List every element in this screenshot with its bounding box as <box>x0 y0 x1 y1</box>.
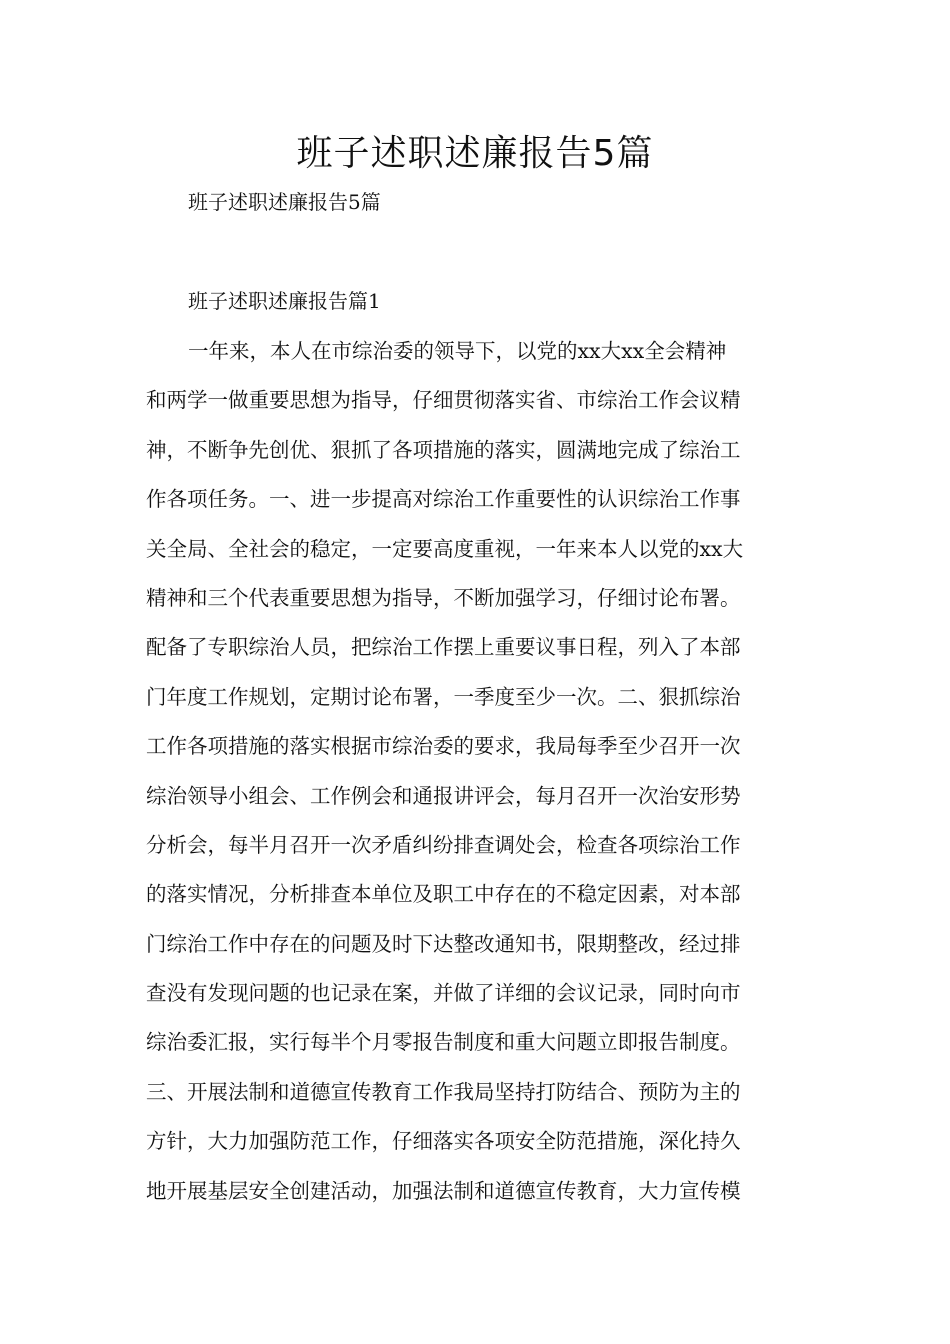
body-line: 地开展基层安全创建活动，加强法制和道德宣传教育，大力宣传模 <box>146 1178 741 1203</box>
body-line: 的落实情况，分析排查本单位及职工中存在的不稳定因素，对本部 <box>146 882 741 907</box>
body-line: 综治领导小组会、工作例会和通报讲评会，每月召开一次治安形势 <box>146 783 741 808</box>
section-heading: 班子述职述廉报告篇1 <box>188 289 381 313</box>
body-line: 查没有发现问题的也记录在案，并做了详细的会议记录，同时向市 <box>146 981 741 1006</box>
body-line: 三、开展法制和道德宣传教育工作我局坚持打防结合、预防为主的 <box>146 1079 741 1104</box>
body-line: 作各项任务。一、进一步提高对综治工作重要性的认识综治工作事 <box>146 487 741 512</box>
document-subtitle: 班子述职述廉报告5篇 <box>188 190 381 214</box>
body-line: 神，不断争先创优、狠抓了各项措施的落实，圆满地完成了综治工 <box>146 437 741 462</box>
body-paragraph <box>146 333 806 1222</box>
body-line: 方针，大力加强防范工作，仔细落实各项安全防范措施，深化持久 <box>146 1129 741 1154</box>
body-line: 门综治工作中存在的问题及时下达整改通知书，限期整改，经过排 <box>146 931 741 956</box>
body-line: 精神和三个代表重要思想为指导，不断加强学习，仔细讨论布署。 <box>146 585 741 610</box>
body-line: 配备了专职综治人员，把综治工作摆上重要议事日程，列入了本部 <box>146 635 741 660</box>
document-title: 班子述职述廉报告5篇 <box>296 133 654 174</box>
body-line: 和两学一做重要思想为指导，仔细贯彻落实省、市综治工作会议精 <box>146 388 741 413</box>
body-line: 综治委汇报，实行每半个月零报告制度和重大问题立即报告制度。 <box>146 1030 741 1055</box>
body-line: 门年度工作规划，定期讨论布署，一季度至少一次。二、狠抓综治 <box>146 684 741 709</box>
body-line: 一年来，本人在市综治委的领导下，以党的xx大xx全会精神 <box>188 339 727 363</box>
body-line: 关全局、全社会的稳定，一定要高度重视，一年来本人以党的xx大 <box>146 536 744 561</box>
body-line: 工作各项措施的落实根据市综治委的要求，我局每季至少召开一次 <box>146 734 741 759</box>
body-line: 分析会，每半月召开一次矛盾纠纷排查调处会，检查各项综治工作 <box>146 832 741 857</box>
